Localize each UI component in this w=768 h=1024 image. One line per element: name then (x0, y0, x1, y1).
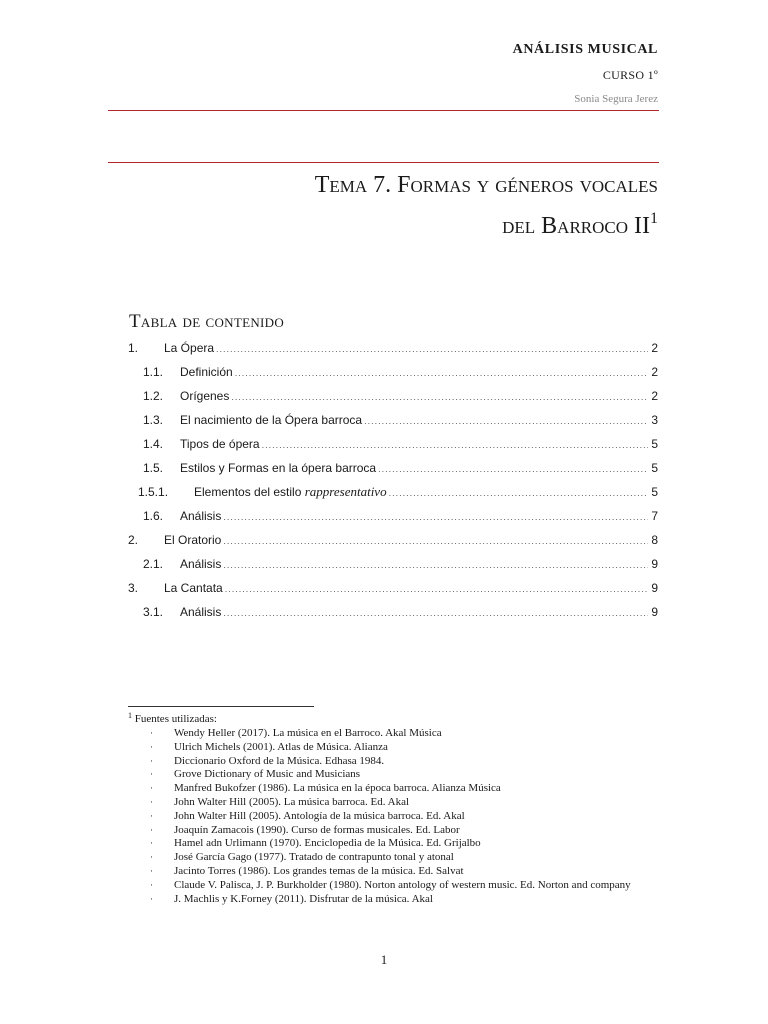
footnote-item-text: John Walter Hill (2005). Antología de la música barroca. Ed. Akal (174, 809, 465, 822)
toc-entry[interactable] (128, 432, 658, 456)
header-title: ANÁLISIS MUSICAL (512, 42, 658, 57)
bullet-icon: · (150, 741, 153, 752)
toc-entry-number: 2. (128, 533, 139, 547)
toc-entry[interactable] (128, 528, 658, 552)
bullet-icon: · (150, 796, 153, 807)
footnote-item-text: Hamel adn Urlimann (1970). Enciclopedia de la Música. Ed. Grijalbo (174, 837, 481, 850)
toc-entry[interactable] (128, 456, 658, 480)
bullet-icon: · (150, 879, 153, 890)
title-line-2-text: del Barroco II (502, 213, 650, 239)
footnote-item-text: Diccionario Oxford de la Música. Edhasa 1984. (174, 754, 385, 767)
footnote-sources-list (150, 727, 660, 906)
footnote-item-text: Manfred Bukofzer (1986). La música en la época barroca. Alianza Música (174, 782, 501, 795)
toc-entry-text (194, 480, 387, 504)
footnote-item (150, 768, 660, 782)
toc-entry-page: 8 (651, 533, 658, 547)
header-course: CURSO 1º (602, 68, 658, 82)
toc-entry-number: 3.1. (143, 605, 164, 619)
footnote-heading (128, 711, 217, 725)
footnote-mark: 1 (128, 711, 132, 720)
toc-entry-number: 1.5. (143, 461, 164, 475)
toc-leader-dots (231, 385, 648, 409)
footnote-heading-text: Fuentes utilizadas: (134, 713, 217, 725)
title-footnote-mark[interactable]: 1 (650, 210, 658, 227)
footnote-item (150, 865, 660, 879)
footnote-item (150, 879, 660, 893)
toc-entry[interactable] (128, 480, 658, 504)
toc-entry-page: 5 (651, 461, 658, 475)
toc-entry-page: 2 (651, 389, 658, 403)
table-of-contents (128, 336, 658, 624)
toc-entry[interactable] (128, 504, 658, 528)
header-rule (108, 110, 659, 111)
toc-entry-number: 2.1. (143, 557, 164, 571)
footnote-rule (128, 706, 314, 707)
footnote-item-text: Claude V. Palisca, J. P. Burkholder (1980). Norton antology of western music. Ed. Norton and company (174, 878, 631, 891)
bullet-icon: · (150, 852, 153, 863)
toc-leader-dots (364, 409, 648, 433)
bullet-icon: · (150, 810, 153, 821)
footnote-item (150, 893, 660, 907)
toc-leader-dots (223, 553, 648, 577)
footnote-item (150, 755, 660, 769)
title-line-2 (138, 202, 658, 243)
toc-entry-text: El nacimiento de la Ópera barroca (180, 413, 363, 427)
toc-entry-number: 1.1. (143, 365, 164, 379)
toc-leader-dots (262, 433, 648, 457)
toc-leader-dots (223, 505, 648, 529)
toc-entry-text-plain: Elementos del estilo (194, 485, 305, 499)
toc-entry-number: 1.6. (143, 509, 164, 523)
toc-entry-page: 9 (651, 581, 658, 595)
toc-entry-text: Análisis (180, 557, 222, 571)
toc-entry-page: 2 (651, 341, 658, 355)
bullet-icon: · (150, 783, 153, 794)
footnote-item (150, 810, 660, 824)
toc-entry-text: Análisis (180, 605, 222, 619)
toc-entry-text: Definición (180, 365, 233, 379)
toc-entry[interactable] (128, 384, 658, 408)
toc-entry-text: El Oratorio (164, 533, 222, 547)
toc-entry-number: 1.5.1. (138, 485, 169, 499)
toc-entry-number: 1.2. (143, 389, 164, 403)
title-rule (108, 162, 659, 163)
toc-entry[interactable] (128, 576, 658, 600)
toc-leader-dots (223, 529, 648, 553)
footnote-item-text: John Walter Hill (2005). La música barroca. Ed. Akal (174, 795, 410, 808)
footnote-item-text: Grove Dictionary of Music and Musicians (174, 768, 361, 781)
footnote-item-text: Joaquín Zamacois (1990). Curso de formas musicales. Ed. Labor (174, 823, 460, 836)
toc-entry-page: 9 (651, 605, 658, 619)
toc-entry-page: 5 (651, 437, 658, 451)
toc-entry-text: La Ópera (164, 341, 215, 355)
toc-entry-page: 7 (651, 509, 658, 523)
bullet-icon: · (150, 838, 153, 849)
toc-leader-dots (223, 601, 648, 625)
toc-entry-number: 1.3. (143, 413, 164, 427)
toc-entry-number: 1.4. (143, 437, 164, 451)
footnote-item-text: Wendy Heller (2017). La música en el Barroco. Akal Música (174, 727, 442, 739)
toc-entry-page: 3 (651, 413, 658, 427)
footnote-item-text: Jacinto Torres (1986). Los grandes temas de la música. Ed. Salvat (174, 864, 464, 877)
bullet-icon: · (150, 824, 153, 835)
footnote-item-text: José García Gago (1977). Tratado de contrapunto tonal y atonal (174, 851, 454, 864)
toc-entry-page: 5 (651, 485, 658, 499)
footnote-item (150, 837, 660, 851)
toc-heading: Tabla de contenido (129, 311, 285, 332)
bullet-icon: · (150, 755, 153, 766)
footnote-item (150, 782, 660, 796)
toc-entry[interactable] (128, 360, 658, 384)
header-author: Sonia Segura Jerez (574, 93, 658, 105)
footnote-item (150, 727, 660, 741)
toc-entry-text: Análisis (180, 509, 222, 523)
toc-entry-number: 1. (128, 341, 139, 355)
toc-leader-dots (389, 481, 648, 505)
footnote-item-text: J. Machlis y K.Forney (2011). Disfrutar de la música. Akal (174, 892, 433, 905)
toc-entry-text: Tipos de ópera (180, 437, 260, 451)
document-title (138, 168, 658, 243)
toc-entry[interactable] (128, 336, 658, 360)
bullet-icon: · (150, 769, 153, 780)
footnote-item (150, 796, 660, 810)
bullet-icon: · (150, 893, 153, 904)
bullet-icon: · (150, 865, 153, 876)
footnote-item (150, 741, 660, 755)
title-line-1: Tema 7. Formas y géneros vocales (314, 172, 658, 198)
toc-entry-text: Estilos y Formas en la ópera barroca (180, 461, 377, 475)
toc-leader-dots (225, 577, 648, 601)
toc-leader-dots (216, 337, 648, 361)
footnote-item (150, 851, 660, 865)
footnote-item-text: Ulrich Michels (2001). Atlas de Música. Alianza (174, 740, 388, 753)
toc-entry-text: La Cantata (164, 581, 223, 595)
page-number: 1 (380, 952, 388, 967)
toc-entry-text-italic: rappresentativo (304, 484, 387, 499)
toc-entry-text: Orígenes (180, 389, 230, 403)
toc-entry[interactable] (128, 600, 658, 624)
toc-entry-page: 9 (651, 557, 658, 571)
toc-entry-number: 3. (128, 581, 139, 595)
bullet-icon: · (150, 728, 153, 738)
toc-entry[interactable] (128, 408, 658, 432)
toc-entry-page: 2 (651, 365, 658, 379)
footnote-item (150, 824, 660, 838)
toc-leader-dots (378, 457, 648, 481)
toc-entry[interactable] (128, 552, 658, 576)
toc-leader-dots (235, 361, 648, 385)
